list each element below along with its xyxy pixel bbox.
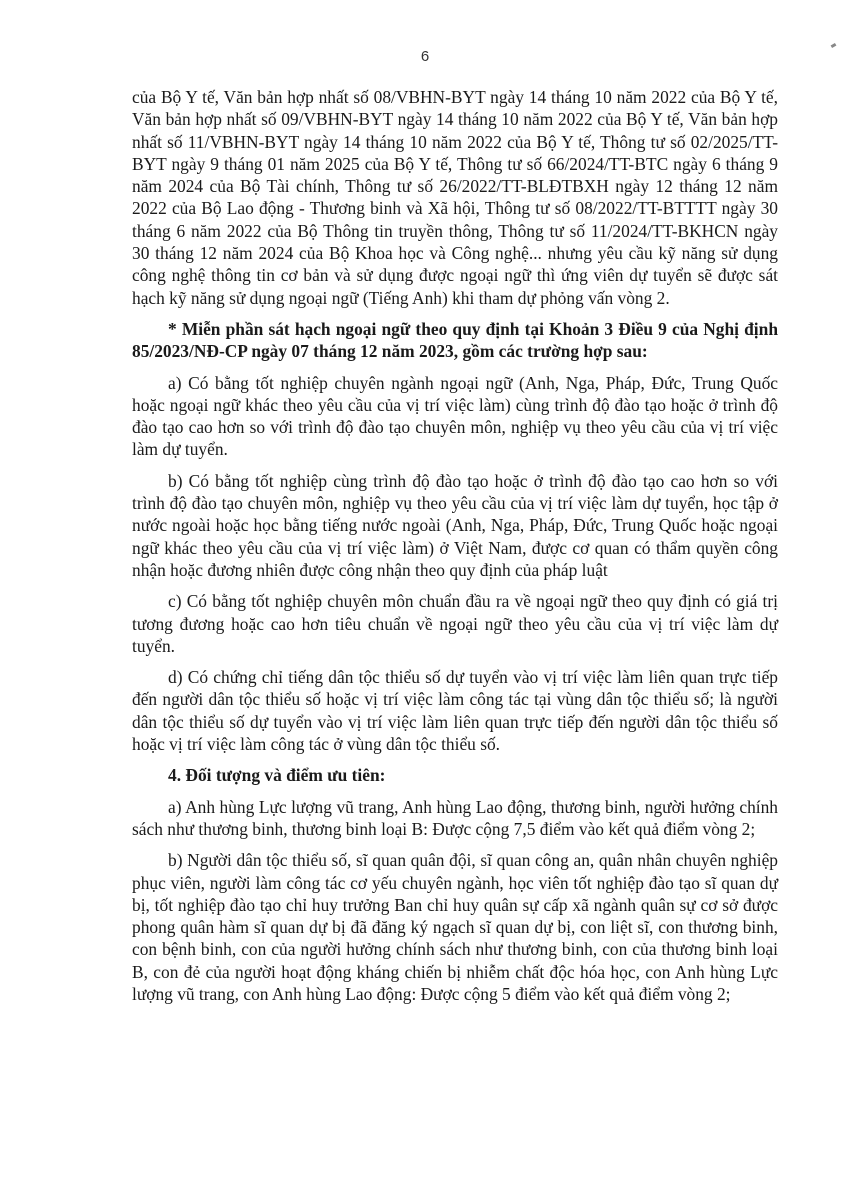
heading-language-exemption: * Miễn phần sát hạch ngoại ngữ theo quy định tại Khoản 3 Điều 9 của Nghị định 85/2023/NĐ-CP ngày 07 tháng 12 năm 2023, gồm các trường hợp sau:	[132, 318, 778, 362]
paragraph-exemption-a: a) Có bằng tốt nghiệp chuyên ngành ngoại ngữ (Anh, Nga, Pháp, Đức, Trung Quốc hoặc ngoại ngữ khác theo yêu cầu của vị trí việc làm) cùng trình độ đào tạo hoặc ở trình độ đào tạo cao hơn so với trình độ đào tạo chuyên môn, nghiệp vụ theo yêu cầu của vị trí việc làm dự tuyển.	[132, 372, 778, 460]
paragraph-legal-references: của Bộ Y tế, Văn bản hợp nhất số 08/VBHN-BYT ngày 14 tháng 10 năm 2022 của Bộ Y tế, Văn bản hợp nhất số 09/VBHN-BYT ngày 14 tháng 10 năm 2022 của Bộ Y tế, Văn bản hợp nhất số 11/VBHN-BYT ngày 14 tháng 10 năm 2022 của Bộ Y tế, Thông tư số 02/2025/TT-BYT ngày 9 tháng 01 năm 2025 của Bộ Y tế, Thông tư số 66/2024/TT-BTC ngày 6 tháng 9 năm 2024 của Bộ Tài chính, Thông tư số 26/2022/TT-BLĐTBXH ngày 12 tháng 12 năm 2022 của Bộ Lao động - Thương binh và Xã hội, Thông tư số 08/2022/TT-BTTTT ngày 30 tháng 6 năm 2022 của Bộ Thông tin truyền thông, Thông tư số 11/2024/TT-BKHCN ngày 30 tháng 12 năm 2024 của Bộ Khoa học và Công nghệ... nhưng yêu cầu kỹ năng sử dụng công nghệ thông tin cơ bản và sử dụng được ngoại ngữ thì ứng viên dự tuyển sẽ được sát hạch kỹ năng sử dụng ngoại ngữ (Tiếng Anh) khi tham dự phỏng vấn vòng 2.	[132, 87, 778, 308]
paragraph-priority-b: b) Người dân tộc thiểu số, sĩ quan quân đội, sĩ quan công an, quân nhân chuyên nghiệp phục viên, người làm công tác cơ yếu chuyên ngành, học viên tốt nghiệp đào tạo sĩ quan dự bị, tốt nghiệp đào tạo chỉ huy trưởng Ban chỉ huy quân sự cấp xã ngành quân sự cơ sở được phong quân hàm sĩ quan dự bị đã đăng ký ngạch sĩ quan dự bị, con liệt sĩ, con thương binh, con bệnh binh, con của người hưởng chính sách như thương binh, con của thương binh loại B, con đẻ của người hoạt động kháng chiến bị nhiễm chất độc hóa học, con Anh hùng Lực lượng vũ trang, con Anh hùng Lao động: Được cộng 5 điểm vào kết quả điểm vòng 2;	[132, 850, 778, 1004]
paragraph-priority-a: a) Anh hùng Lực lượng vũ trang, Anh hùng Lao động, thương binh, người hưởng chính sách như thương binh, thương binh loại B: Được cộng 7,5 điểm vào kết quả điểm vòng 2;	[132, 796, 778, 839]
paragraph-exemption-b: b) Có bằng tốt nghiệp cùng trình độ đào tạo hoặc ở trình độ đào tạo cao hơn so với trình độ đào tạo chuyên môn, nghiệp vụ theo yêu cầu của vị trí việc làm dự tuyển, học tập ở nước ngoài hoặc học bằng tiếng nước ngoài (Anh, Nga, Pháp, Đức, Trung Quốc hoặc ngoại ngữ khác theo yêu cầu của vị trí việc làm) ở Việt Nam, được cơ quan có thẩm quyền công nhận hoặc đương nhiên được công nhận theo quy định của pháp luật	[132, 470, 778, 580]
document-body	[132, 86, 778, 1014]
paragraph-exemption-c: c) Có bằng tốt nghiệp chuyên môn chuẩn đầu ra về ngoại ngữ theo quy định có giá trị tương đương hoặc cao hơn tiêu chuẩn về ngoại ngữ theo yêu cầu của vị trí việc làm dự tuyển.	[132, 591, 778, 656]
heading-priority: 4. Đối tượng và điểm ưu tiên:	[168, 765, 386, 786]
paragraph-exemption-d: d) Có chứng chỉ tiếng dân tộc thiểu số dự tuyển vào vị trí việc làm liên quan trực tiếp đến người dân tộc thiểu số hoặc vị trí việc làm công tác tại vùng dân tộc thiểu số; là người dân tộc thiểu số dự tuyển vào vị trí việc làm liên quan trực tiếp đến người dân tộc thiểu số hoặc vị trí việc làm công tác ở vùng dân tộc thiểu số.	[132, 667, 778, 755]
page-number: 6	[420, 48, 430, 65]
